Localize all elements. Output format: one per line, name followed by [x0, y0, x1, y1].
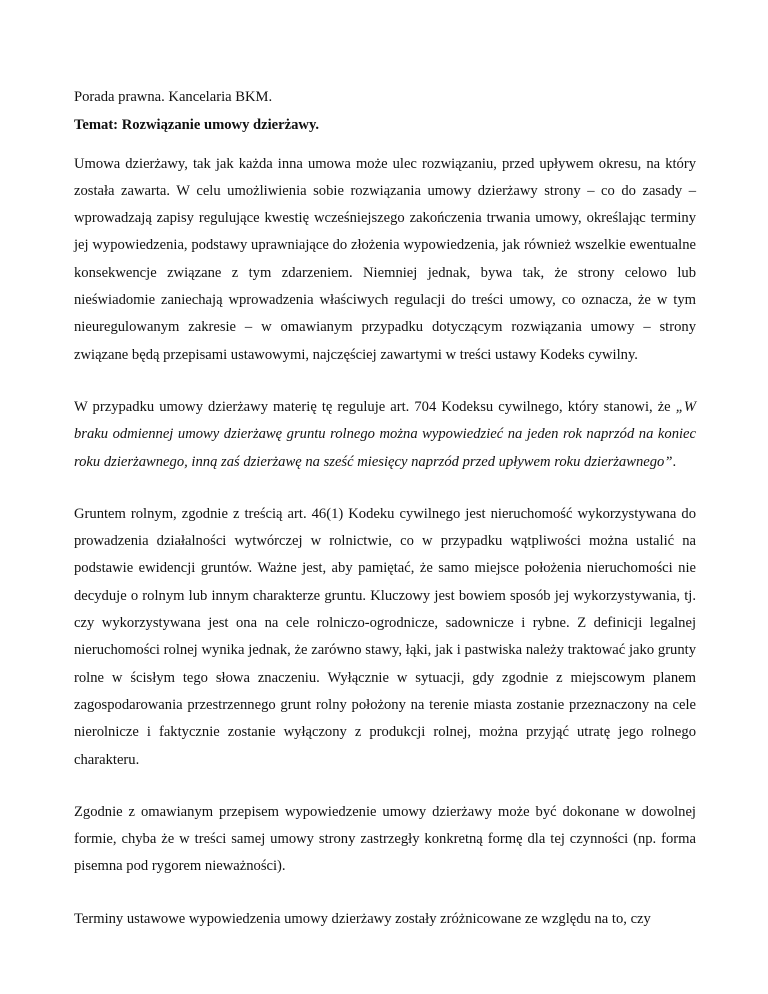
- article-quote: „W braku odmiennej umowy dzierżawę gruntu rolnego można wypowiedzieć na jeden rok naprzód na koniec roku dzierżawnego, inną zaś dzierżawę na sześć miesięcy naprzód przed upływem roku dzierżawnego”: [74, 398, 697, 470]
- paragraph-agricultural-land: Gruntem rolnym, zgodnie z treścią art. 46(1) Kodeku cywilnego jest nieruchomość wykorzystywana do prowadzenia działalności wytwórczej w rolnictwie, co w przypadku wątpliwości można ustalić na podstawie ewidencji gruntów. Ważne jest, aby pamiętać, że samo miejsce położenia nieruchomości nie decyduje o rolnym lub innym charakterze gruntu. Kluczowy jest bowiem sposób jej wykorzystywania, tj. czy wykorzystywana jest ona na cele rolniczo-ogrodnicze, sadownicze i rybne. Z definicji legalnej nieruchomości rolnej wynika jednak, że zarówno stawy, łąki, jak i pastwiska należy traktować jako grunty rolne w ścisłym tego słowa znaczeniu. Wyłącznie w sytuacji, gdy zgodnie z miejscowym planem zagospodarowania przestrzennego grunt rolny położony na terenie miasta zostanie przeznaczony na cele nierolnicze i faktycznie zostanie wyłączony z produkcji rolnej, można przyjąć utratę jego rolnego charakteru.: [74, 505, 696, 768]
- paragraph-notice-terms: Terminy ustawowe wypowiedzenia umowy dzierżawy zostały zróżnicowane ze względu na to, czy: [74, 910, 651, 927]
- article-end: .: [672, 453, 677, 470]
- paragraph-form-of-notice: Zgodnie z omawianym przepisem wypowiedzenie umowy dzierżawy może być dokonane w dowolnej formie, chyba że w treści samej umowy strony zastrzegły konkretną formę dla tej czynności (np. forma pisemna pod rygorem nieważności).: [74, 803, 696, 875]
- document-page: [74, 84, 696, 933]
- article-intro-text: W przypadku umowy dzierżawy materię tę reguluje art. 704 Kodeksu cywilnego, który stanowi, że: [74, 398, 671, 415]
- document-topic: Temat: Rozwiązanie umowy dzierżawy.: [74, 117, 320, 134]
- document-header: Porada prawna. Kancelaria BKM.: [74, 89, 273, 105]
- paragraph-article-704: [74, 394, 696, 476]
- paragraph-intro: Umowa dzierżawy, tak jak każda inna umowa może ulec rozwiązaniu, przed upływem okresu, na który została zawarta. W celu umożliwienia sobie rozwiązania umowy dzierżawy strony – co do zasady – wprowadzają zapisy regulujące kwestię wcześniejszego zakończenia trwania umowy, określając terminy jej wypowiedzenia, podstawy uprawniające do złożenia wypowiedzenia, jak również wszelkie ewentualne konsekwencje związane z tym zdarzeniem. Niemniej jednak, bywa tak, że strony celowo lub nieświadomie zaniechają wprowadzenia właściwych regulacji do treści umowy, co oznacza, że w tym nieuregulowanym zakresie – w omawianym przypadku dotyczącym rozwiązania umowy – strony związane będą przepisami ustawowymi, najczęściej zawartymi w treści ustawy Kodeks cywilny.: [74, 155, 696, 363]
